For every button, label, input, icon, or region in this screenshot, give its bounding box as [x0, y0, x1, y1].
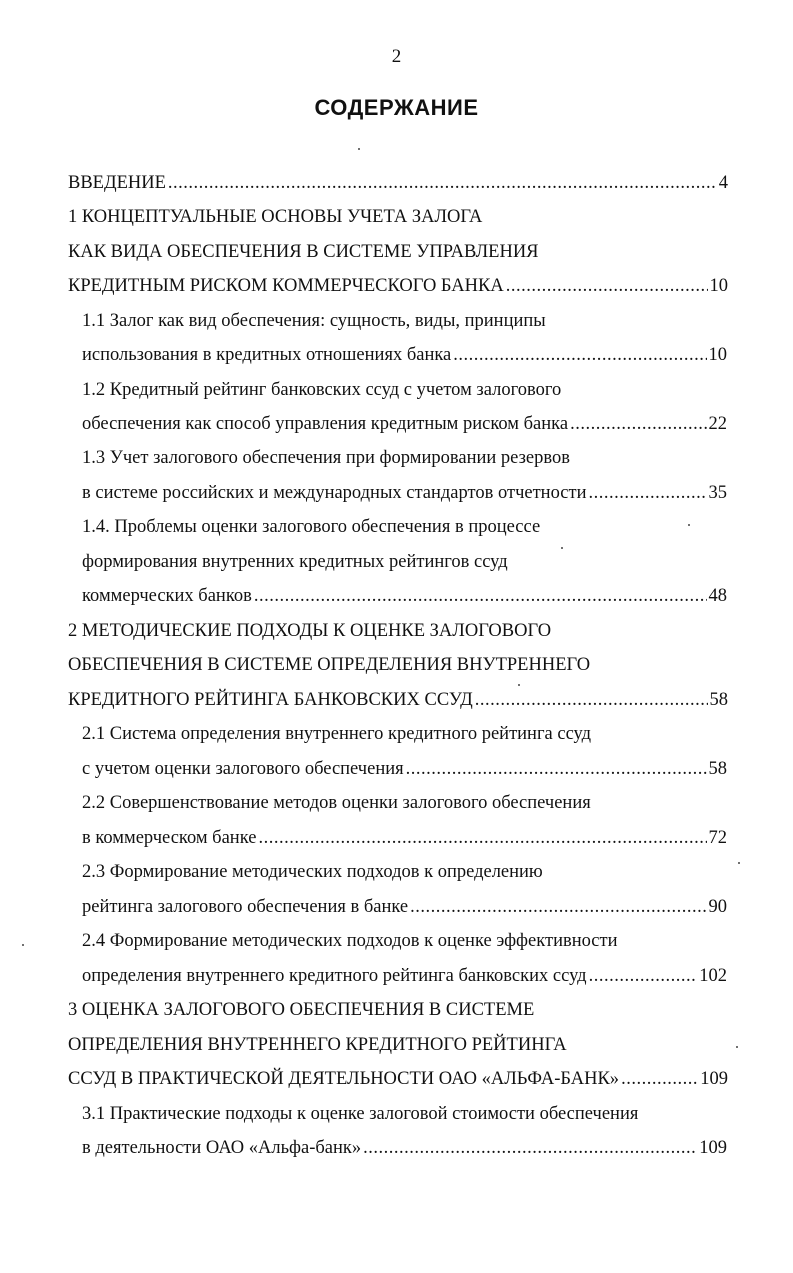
toc-entry[interactable] [82, 584, 727, 608]
toc-entry[interactable] [82, 309, 727, 333]
toc-entry-text: 1 КОНЦЕПТУАЛЬНЫЕ ОСНОВЫ УЧЕТА ЗАЛОГА [68, 207, 483, 227]
toc-entry-text: ССУД В ПРАКТИЧЕСКОЙ ДЕЯТЕЛЬНОСТИ ОАО «АЛЬФА-БАНК» [68, 1069, 620, 1089]
dot-leader [475, 688, 708, 712]
toc-entry[interactable] [68, 171, 728, 195]
toc-entry[interactable] [82, 929, 727, 953]
dot-leader [410, 895, 706, 919]
toc-entry-text: 2.3 Формирование методических подходов к определению [82, 862, 543, 882]
toc-entry[interactable] [68, 1067, 728, 1091]
toc-entry[interactable] [68, 998, 728, 1022]
toc-entry[interactable] [82, 1136, 727, 1160]
toc-entry[interactable] [82, 343, 727, 367]
toc-entry[interactable] [82, 378, 727, 402]
toc-entry-text: КРЕДИТНЫМ РИСКОМ КОММЕРЧЕСКОГО БАНКА [68, 276, 504, 296]
toc-entry-text: 1.4. Проблемы оценки залогового обеспечения в процессе [82, 517, 541, 537]
dot-leader [254, 584, 707, 608]
toc-entry[interactable] [82, 860, 727, 884]
dot-leader [258, 826, 706, 850]
toc-entry-page: 109 [700, 1069, 728, 1089]
toc-entry[interactable] [82, 722, 727, 746]
dot-leader [570, 412, 706, 436]
toc-entry-text: ОПРЕДЕЛЕНИЯ ВНУТРЕННЕГО КРЕДИТНОГО РЕЙТИНГА [68, 1035, 567, 1055]
toc-entry-text: в системе российских и международных стандартов отчетности [82, 483, 587, 503]
toc-entry[interactable] [82, 515, 727, 539]
toc-entry-text: 2.1 Система определения внутреннего кредитного рейтинга ссуд [82, 724, 592, 744]
scan-speck [688, 524, 690, 526]
page-number: 2 [391, 46, 402, 67]
toc-entry[interactable] [82, 826, 727, 850]
toc-entry-text: 2.4 Формирование методических подходов к оценке эффективности [82, 931, 618, 951]
toc-entry-text: использования в кредитных отношениях банка [82, 345, 452, 365]
toc-entry-text: КАК ВИДА ОБЕСПЕЧЕНИЯ В СИСТЕМЕ УПРАВЛЕНИЯ [68, 242, 539, 262]
dot-leader [406, 757, 707, 781]
toc-entry-page: 102 [699, 966, 727, 986]
toc-entry[interactable] [82, 895, 727, 919]
toc-entry-page: 22 [708, 414, 727, 434]
toc-entry-page: 58 [709, 690, 728, 710]
toc-entry[interactable] [82, 791, 727, 815]
dot-leader [588, 481, 706, 505]
toc-entry[interactable] [68, 240, 728, 264]
toc-entry-page: 10 [709, 276, 728, 296]
toc-entry-text: КРЕДИТНОГО РЕЙТИНГА БАНКОВСКИХ ССУД [68, 690, 473, 710]
toc-entry-text: определения внутреннего кредитного рейтинга банковских ссуд [82, 966, 587, 986]
toc-entry-text: 3.1 Практические подходы к оценке залоговой стоимости обеспечения [82, 1104, 639, 1124]
dot-leader [621, 1067, 698, 1091]
toc-entry[interactable] [82, 550, 727, 574]
toc-entry[interactable] [68, 688, 728, 712]
toc-entry-text: 1.2 Кредитный рейтинг банковских ссуд с учетом залогового [82, 380, 562, 400]
toc-entry-text: рейтинга залогового обеспечения в банке [82, 897, 409, 917]
scan-speck [358, 148, 360, 150]
toc-entry-text: коммерческих банков [82, 586, 252, 606]
page-title: СОДЕРЖАНИЕ [314, 95, 479, 120]
toc-entry-page: 90 [708, 897, 727, 917]
toc-entry[interactable] [68, 205, 728, 229]
toc-entry-text: 3 ОЦЕНКА ЗАЛОГОВОГО ОБЕСПЕЧЕНИЯ В СИСТЕМЕ [68, 1000, 535, 1020]
toc-entry-text: 1.1 Залог как вид обеспечения: сущность, виды, принципы [82, 311, 546, 331]
toc-entry-page: 48 [708, 586, 727, 606]
toc-entry[interactable] [82, 481, 727, 505]
toc-entry[interactable] [82, 412, 727, 436]
toc-entry[interactable] [82, 964, 727, 988]
toc-entry-page: 35 [708, 483, 727, 503]
toc-entry-page: 109 [699, 1138, 727, 1158]
toc-entry[interactable] [82, 446, 727, 470]
toc-entry[interactable] [68, 619, 728, 643]
toc-entry-text: в деятельности ОАО «Альфа-банк» [82, 1138, 362, 1158]
scan-speck [518, 684, 520, 686]
toc-entry-text: обеспечения как способ управления кредитным риском банка [82, 414, 569, 434]
scan-speck [736, 1046, 738, 1048]
toc-entry-page: 4 [718, 173, 728, 193]
scan-speck [22, 944, 24, 946]
dot-leader [506, 274, 708, 298]
toc-entry[interactable] [68, 1033, 728, 1057]
toc-entry-text: формирования внутренних кредитных рейтингов ссуд [82, 552, 508, 572]
toc-entry[interactable] [82, 757, 727, 781]
toc-entry-page: 10 [708, 345, 727, 365]
toc-entry[interactable] [82, 1102, 727, 1126]
scan-speck [561, 547, 563, 549]
toc-entry-text: с учетом оценки залогового обеспечения [82, 759, 404, 779]
dot-leader [453, 343, 706, 367]
toc-entry[interactable] [68, 653, 728, 677]
toc-entry-text: 1.3 Учет залогового обеспечения при формировании резервов [82, 448, 570, 468]
toc-entry-text: в коммерческом банке [82, 828, 257, 848]
toc-entry-text: ВВЕДЕНИЕ [68, 173, 166, 193]
toc-entry-page: 58 [708, 759, 727, 779]
toc-entry-text: 2 МЕТОДИЧЕСКИЕ ПОДХОДЫ К ОЦЕНКЕ ЗАЛОГОВОГО [68, 621, 552, 641]
toc-entry[interactable] [68, 274, 728, 298]
dot-leader [589, 964, 698, 988]
scan-speck [738, 862, 740, 864]
toc-entry-page: 72 [708, 828, 727, 848]
dot-leader [363, 1136, 697, 1160]
toc-entry-text: ОБЕСПЕЧЕНИЯ В СИСТЕМЕ ОПРЕДЕЛЕНИЯ ВНУТРЕННЕГО [68, 655, 591, 675]
toc-entry-text: 2.2 Совершенствование методов оценки залогового обеспечения [82, 793, 591, 813]
dot-leader [168, 171, 717, 195]
